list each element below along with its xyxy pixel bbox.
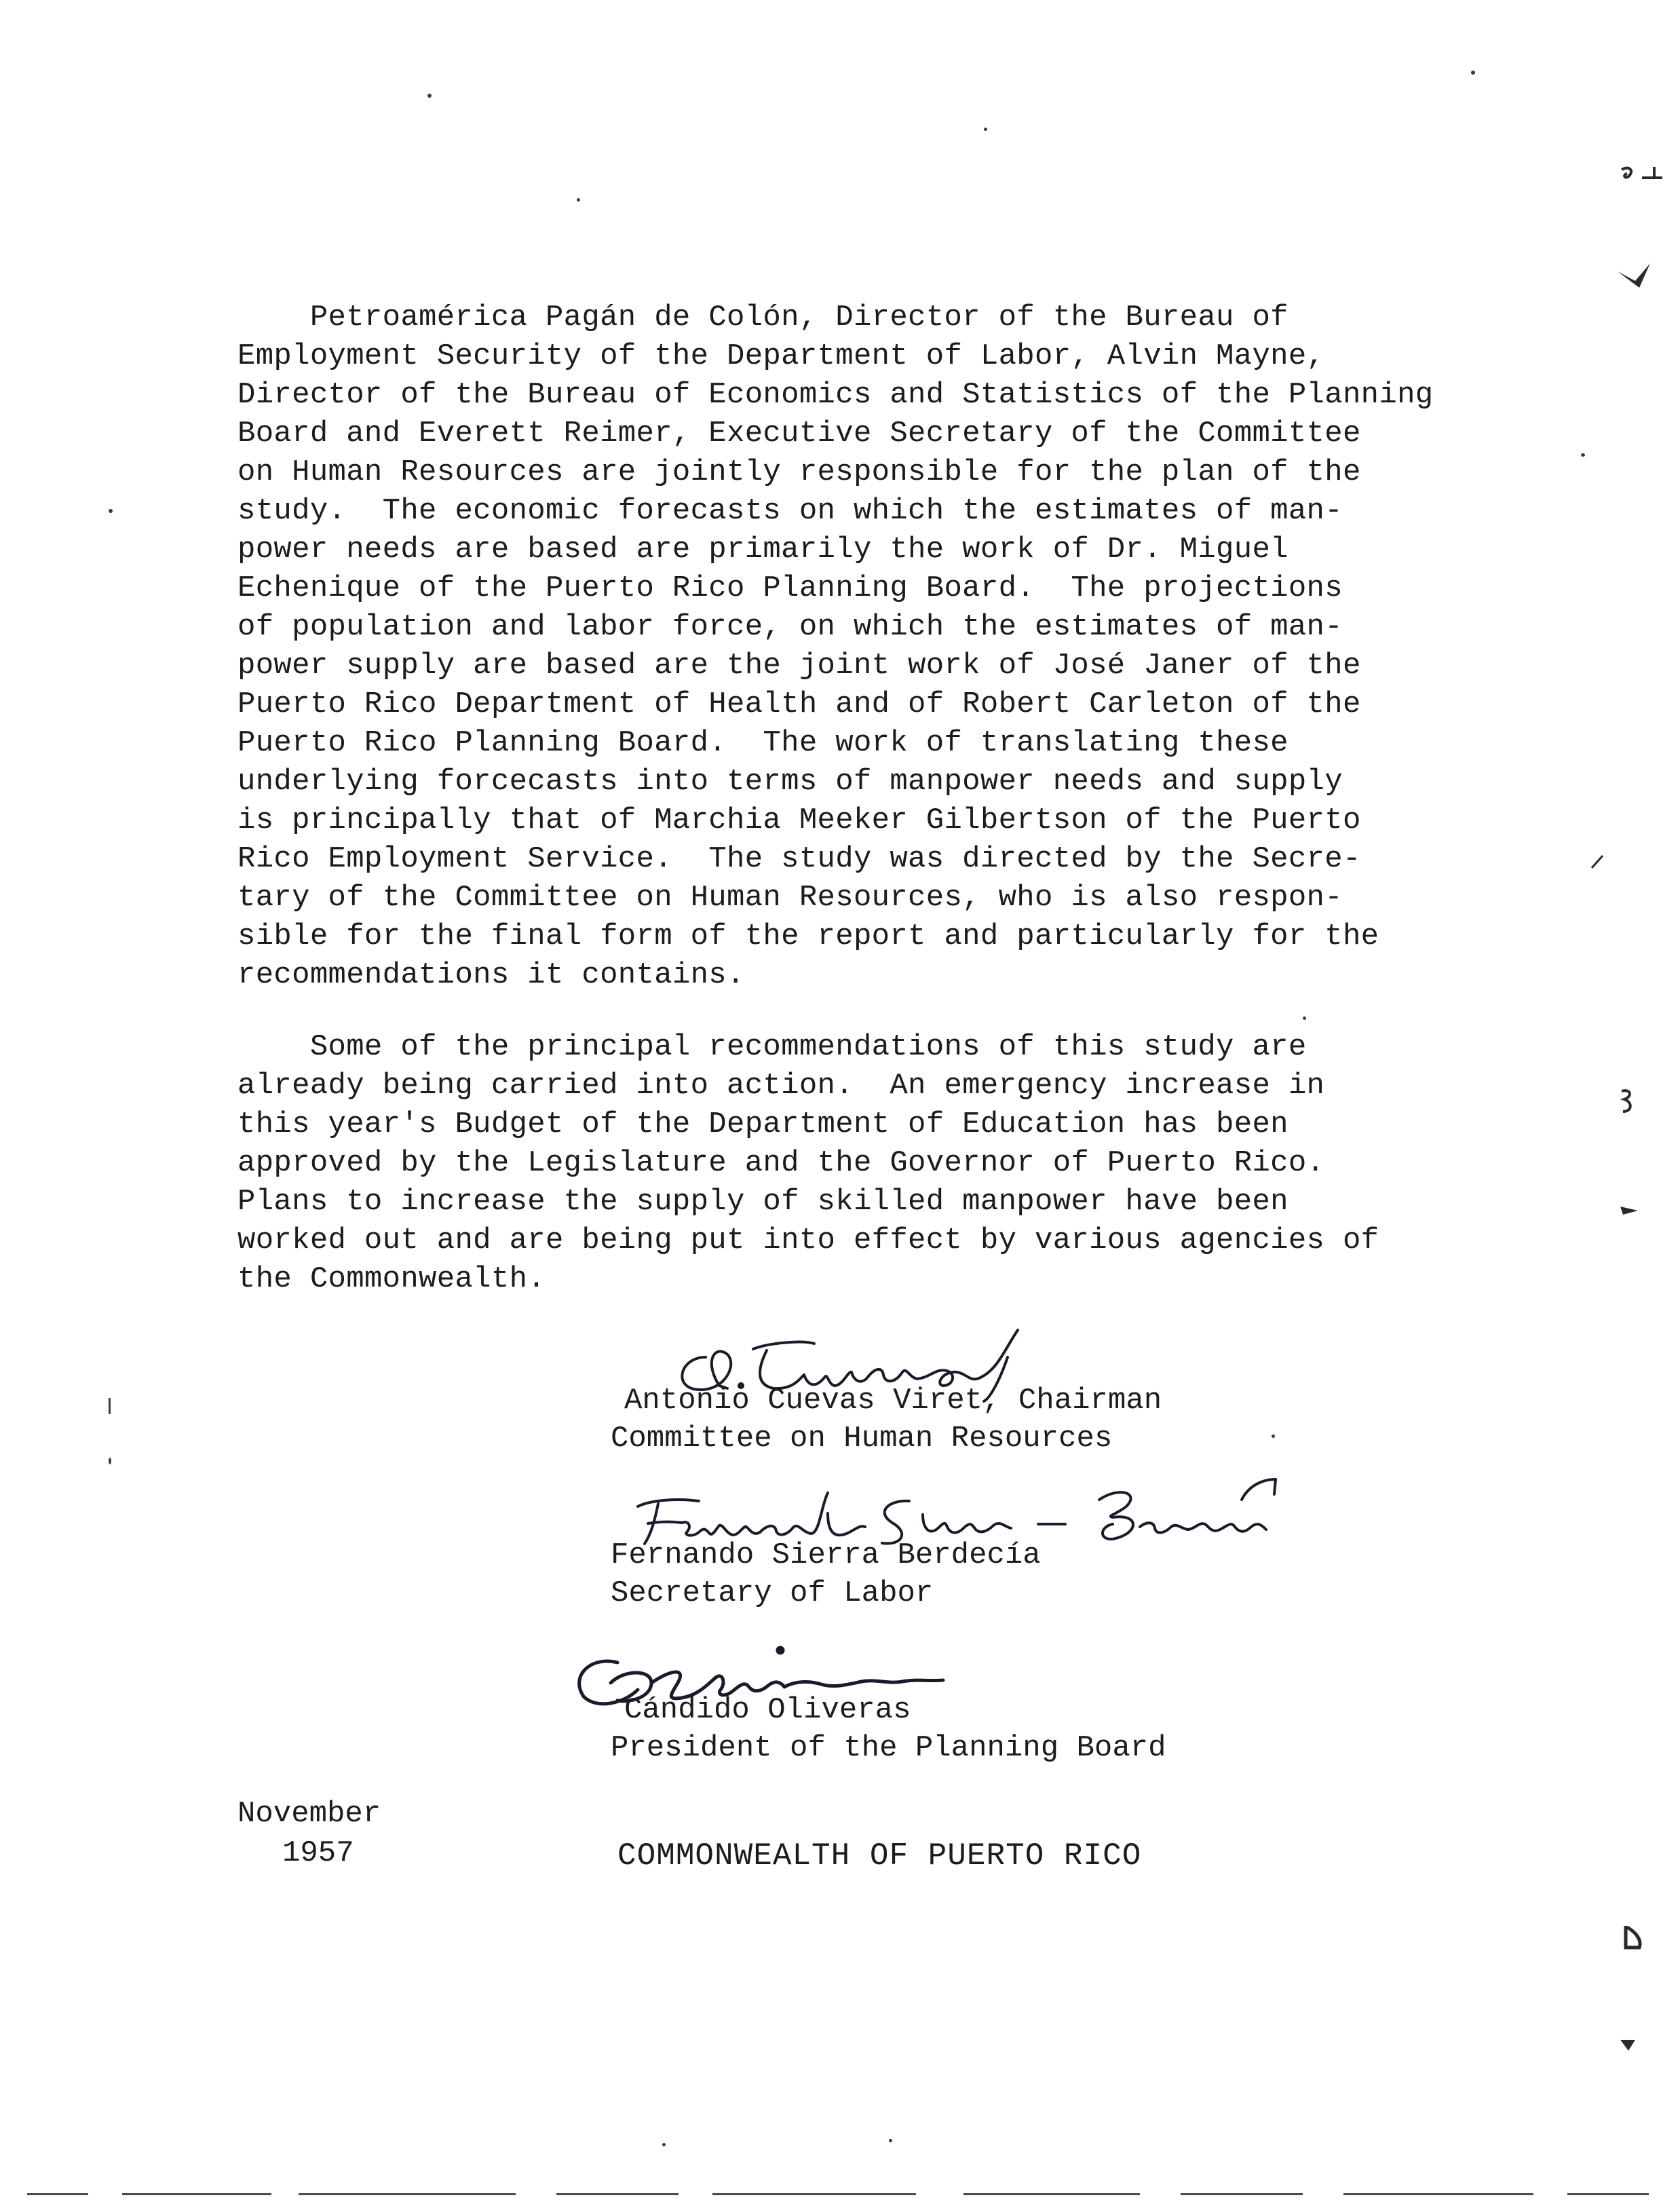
scan-edge-mark <box>1615 258 1656 299</box>
paragraph-line: Board and Everett Reimer, Executive Secretary of the Committee <box>237 417 1361 451</box>
scan-speck <box>1272 1435 1275 1438</box>
scan-edge-dash <box>556 2193 679 2195</box>
signatory-title: Committee on Human Resources <box>611 1422 1113 1456</box>
scan-speck <box>1303 1017 1306 1020</box>
paragraph-line: Some of the principal recommendations of this study are <box>237 1030 1307 1064</box>
scan-speck <box>109 1398 111 1414</box>
paragraph-line: Puerto Rico Department of Health and of Robert Carleton of the <box>237 687 1361 721</box>
scan-edge-mark <box>1619 1920 1646 1954</box>
signatory-sierra <box>611 1536 1425 1612</box>
scan-edge-dash <box>299 2193 516 2195</box>
scan-speck <box>1471 71 1475 75</box>
paragraph-line: study. The economic forecasts on which the estimates of man- <box>237 494 1343 528</box>
scan-speck <box>109 1458 111 1464</box>
paragraph-line: on Human Resources are jointly responsible for the plan of the <box>237 455 1361 489</box>
paragraph-line: is principally that of Marchia Meeker Gilbertson of the Puerto <box>237 803 1361 837</box>
signatory-name: Fernando Sierra Berdecía <box>611 1538 1041 1572</box>
signatory-cuevas <box>611 1382 1438 1458</box>
paragraph-line: underlying forcecasts into terms of manpower needs and supply <box>237 765 1343 799</box>
paragraph-line: Petroamérica Pagán de Colón, Director of the Bureau of <box>237 301 1288 335</box>
scan-edge-dash <box>27 2193 88 2195</box>
signatory-name: Cándido Oliveras <box>624 1693 911 1727</box>
scan-edge-mark <box>1618 1200 1645 1220</box>
signatory-oliveras <box>611 1691 1425 1767</box>
paragraph-line: Echenique of the Puerto Rico Planning Board. The projections <box>237 571 1343 605</box>
document-date <box>237 1794 381 1873</box>
paragraph-line: already being carried into action. An emergency increase in <box>237 1069 1325 1103</box>
paragraph-acknowledgements <box>237 299 1434 995</box>
issuer-line: COMMONWEALTH OF PUERTO RICO <box>617 1838 1142 1874</box>
paragraph-recommendations <box>237 1028 1405 1299</box>
scan-speck <box>109 509 113 513</box>
paragraph-line: approved by the Legislature and the Governor of Puerto Rico. <box>237 1146 1325 1180</box>
scan-edge-mark <box>1588 852 1608 872</box>
scan-edge-dash <box>1181 2193 1303 2195</box>
paragraph-line: tary of the Committee on Human Resources, who is also respon- <box>237 881 1343 915</box>
paragraph-line: worked out and are being put into effect by various agencies of <box>237 1223 1379 1257</box>
scan-speck <box>1581 453 1585 457</box>
paragraph-line: of population and labor force, on which the estimates of man- <box>237 610 1343 644</box>
scan-edge-mark <box>1615 163 1669 204</box>
paragraph-line: Puerto Rico Planning Board. The work of translating these <box>237 726 1288 760</box>
paragraph-line: power needs are based are primarily the work of Dr. Miguel <box>237 533 1288 567</box>
scan-speck <box>427 94 432 98</box>
paragraph-line: Rico Employment Service. The study was directed by the Secre- <box>237 842 1361 876</box>
paragraph-line: Employment Security of the Department of Labor, Alvin Mayne, <box>237 339 1325 373</box>
paragraph-line: Plans to increase the supply of skilled manpower have been <box>237 1185 1288 1219</box>
scan-speck <box>984 128 987 131</box>
scan-speck <box>577 198 580 202</box>
paragraph-line: the Commonwealth. <box>237 1262 546 1296</box>
scan-edge-dash <box>963 2193 1140 2195</box>
paragraph-line: recommendations it contains. <box>237 958 745 992</box>
date-year: 1957 <box>282 1836 354 1870</box>
signatory-title: Secretary of Labor <box>611 1576 934 1610</box>
signatory-name: Antonio Cuevas Viret, Chairman <box>624 1384 1162 1418</box>
date-month: November <box>237 1797 381 1831</box>
paragraph-line: Director of the Bureau of Economics and Statistics of the Planning <box>237 378 1434 412</box>
paragraph-line: power supply are based are the joint work of José Janer of the <box>237 649 1361 683</box>
scan-speck <box>662 2143 666 2146</box>
paragraph-line: this year's Budget of the Department of Education has been <box>237 1107 1288 1141</box>
signatory-title: President of the Planning Board <box>611 1731 1166 1765</box>
scan-edge-dash <box>122 2193 271 2195</box>
scan-edge-dash <box>712 2193 916 2195</box>
scan-speck <box>889 2139 892 2142</box>
scan-edge-dash <box>1567 2193 1649 2195</box>
scan-edge-mark <box>1615 1084 1642 1118</box>
paragraph-line: sible for the final form of the report and particularly for the <box>237 919 1379 953</box>
scan-edge-dash <box>1343 2193 1533 2195</box>
scan-edge-mark <box>1618 2034 1638 2055</box>
